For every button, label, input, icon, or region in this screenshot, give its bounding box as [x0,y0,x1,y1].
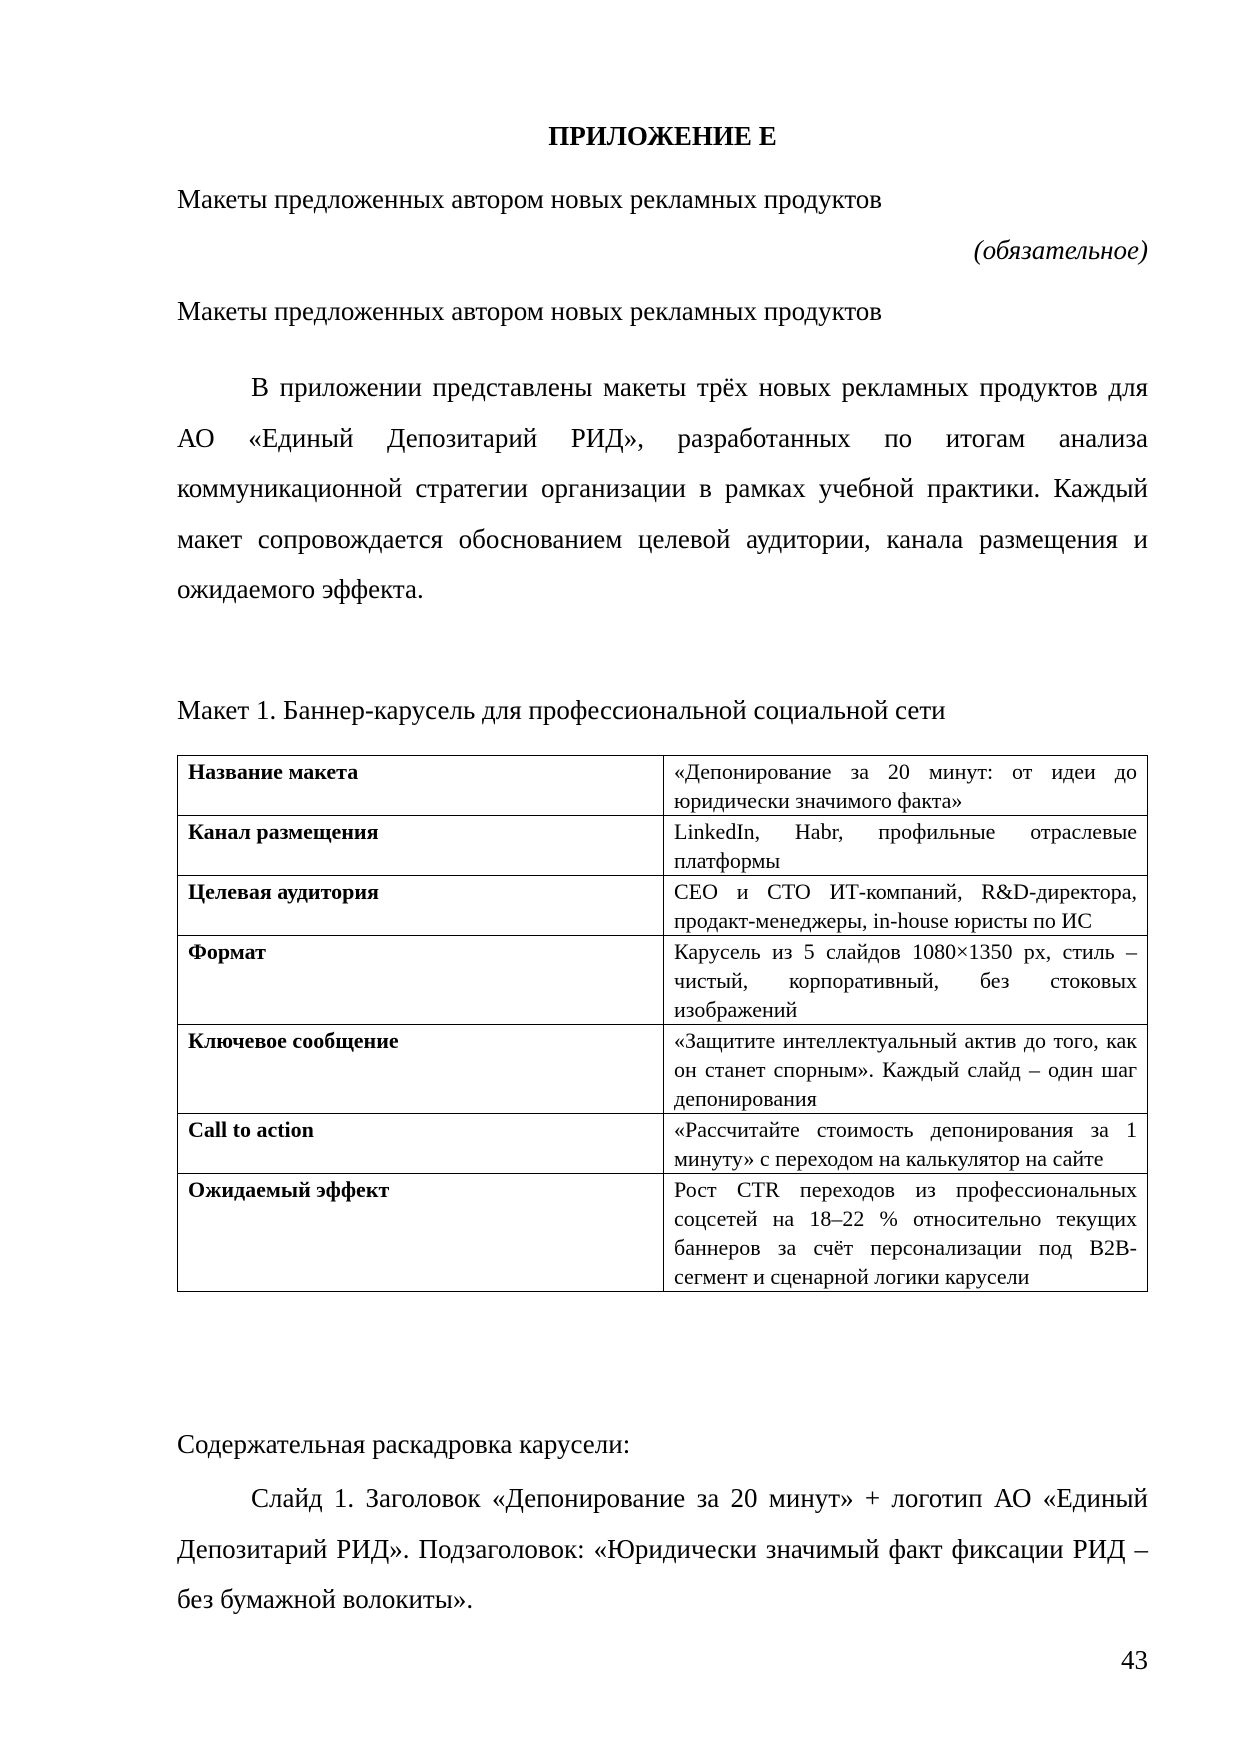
appendix-subtitle: Макеты предложенных автором новых рекламных продуктов [177,184,883,214]
intro-paragraph: В приложении представлены макеты трёх новых рекламных продуктов для АО «Единый Депозитарий РИД», разработанных по итогам анализа коммуникационной стратегии организации в рамках учебной практики. Каждый макет сопровождается обоснованием целевой аудитории, канала размещения и ожидаемого эффекта. [177,372,1148,604]
row-key: Канал размещения [178,816,664,876]
appendix-status: (обязательное) [973,235,1148,265]
row-value: «Рассчитайте стоимость депонирования за 1 минуту» с переходом на калькулятор на сайте [664,1114,1148,1174]
storyboard-slide-1: Слайд 1. Заголовок «Депонирование за 20 минут» + логотип АО «Единый Депозитарий РИД». Подзаголовок: «Юридически значимый факт фиксации РИД – без бумажной волокиты». [177,1483,1148,1614]
row-value: Рост CTR переходов из профессиональных соцсетей на 18–22 % относительно текущих баннеров за счёт персонализации под B2B-сегмент и сценарной логики карусели [664,1174,1148,1292]
mockup-caption: Макет 1. Баннер-карусель для профессиональной социальной сети [177,695,946,725]
row-value: Карусель из 5 слайдов 1080×1350 px, стиль – чистый, корпоративный, без стоковых изображений [664,936,1148,1025]
row-value: CEO и CTO ИТ-компаний, R&D-директора, продакт-менеджеры, in-house юристы по ИС [664,876,1148,936]
appendix-title: ПРИЛОЖЕНИЕ Е [548,121,777,151]
row-key: Call to action [178,1114,664,1174]
page-number: 43 [1121,1645,1148,1675]
row-value: LinkedIn, Habr, профильные отраслевые платформы [664,816,1148,876]
storyboard-title: Содержательная раскадровка карусели: [177,1429,631,1459]
section-title: Макеты предложенных автором новых рекламных продуктов [177,296,883,326]
row-key: Целевая аудитория [178,876,664,936]
table-row [178,816,1148,876]
mockup-spec-table [177,755,1148,1292]
table-row [178,1025,1148,1114]
row-key: Ключевое сообщение [178,1025,664,1114]
row-key: Название макета [178,756,664,816]
table-row [178,936,1148,1025]
table-row [178,1174,1148,1292]
row-key: Формат [178,936,664,1025]
table-row [178,876,1148,936]
table-row [178,756,1148,816]
row-key: Ожидаемый эффект [178,1174,664,1292]
row-value: «Депонирование за 20 минут: от идеи до юридически значимого факта» [664,756,1148,816]
row-value: «Защитите интеллектуальный актив до того, как он станет спорным». Каждый слайд – один шаг депонирования [664,1025,1148,1114]
table-row [178,1114,1148,1174]
